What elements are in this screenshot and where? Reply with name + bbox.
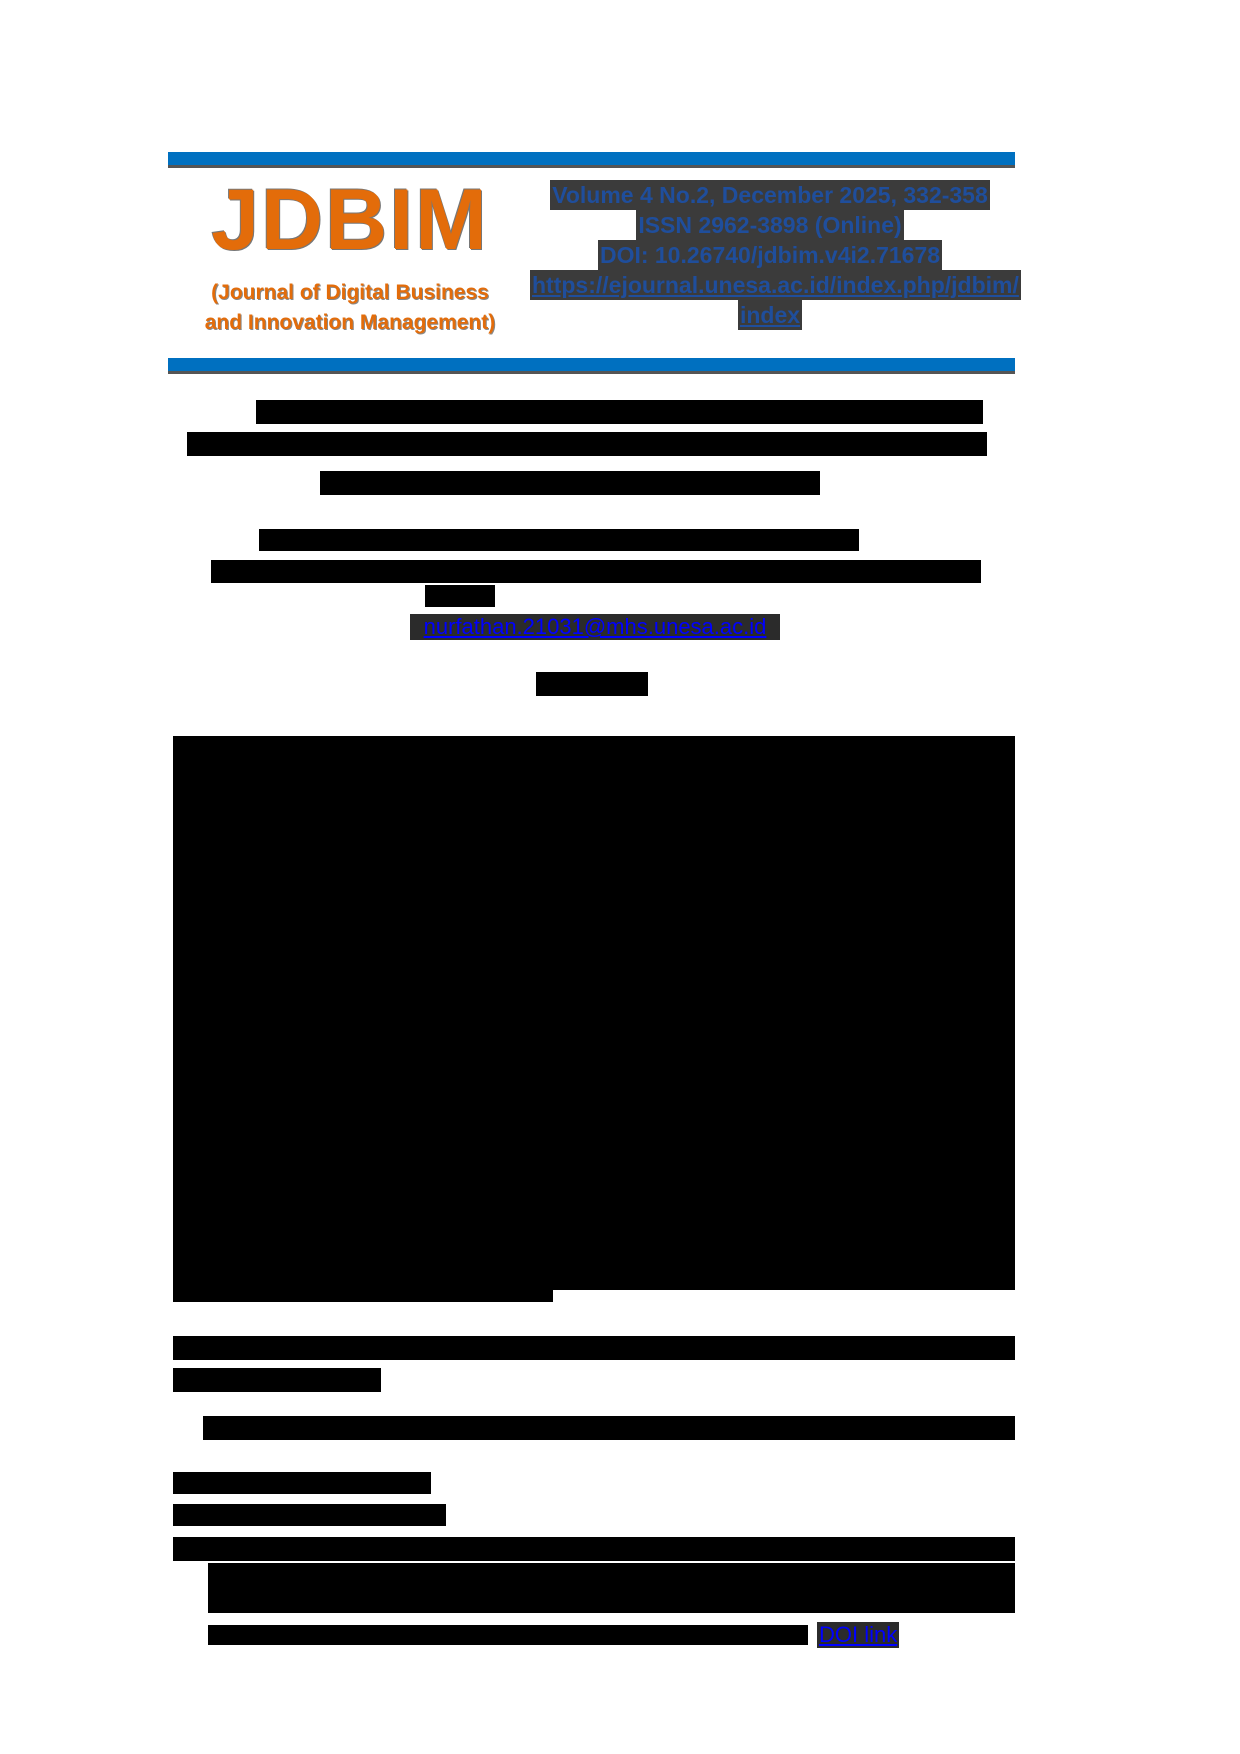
logo-acronym: JDBIM xyxy=(211,172,489,268)
doi-link[interactable]: DOI link xyxy=(819,1622,898,1647)
issn-info: ISSN 2962-3898 (Online) xyxy=(638,212,902,238)
journal-url-link[interactable]: https://ejournal.unesa.ac.id/index.php/jdbim/ xyxy=(532,272,1019,298)
journal-logo xyxy=(190,172,510,338)
author-email-link[interactable]: nurfathan.21031@mhs.unesa.ac.id xyxy=(410,614,780,640)
volume-info: Volume 4 No.2, December 2025, 332-358 xyxy=(552,182,988,208)
journal-url-link-cont[interactable]: index xyxy=(739,302,801,328)
logo-fullname-line1: (Journal of Digital Business xyxy=(211,281,489,304)
header-top-bar xyxy=(168,152,1015,168)
logo-fullname-line2: and Innovation Management) xyxy=(204,311,496,334)
journal-info xyxy=(530,180,1019,330)
header-bottom-bar xyxy=(168,358,1015,374)
doi-info: DOI: 10.26740/jdbim.v4i2.71678 xyxy=(599,242,941,268)
